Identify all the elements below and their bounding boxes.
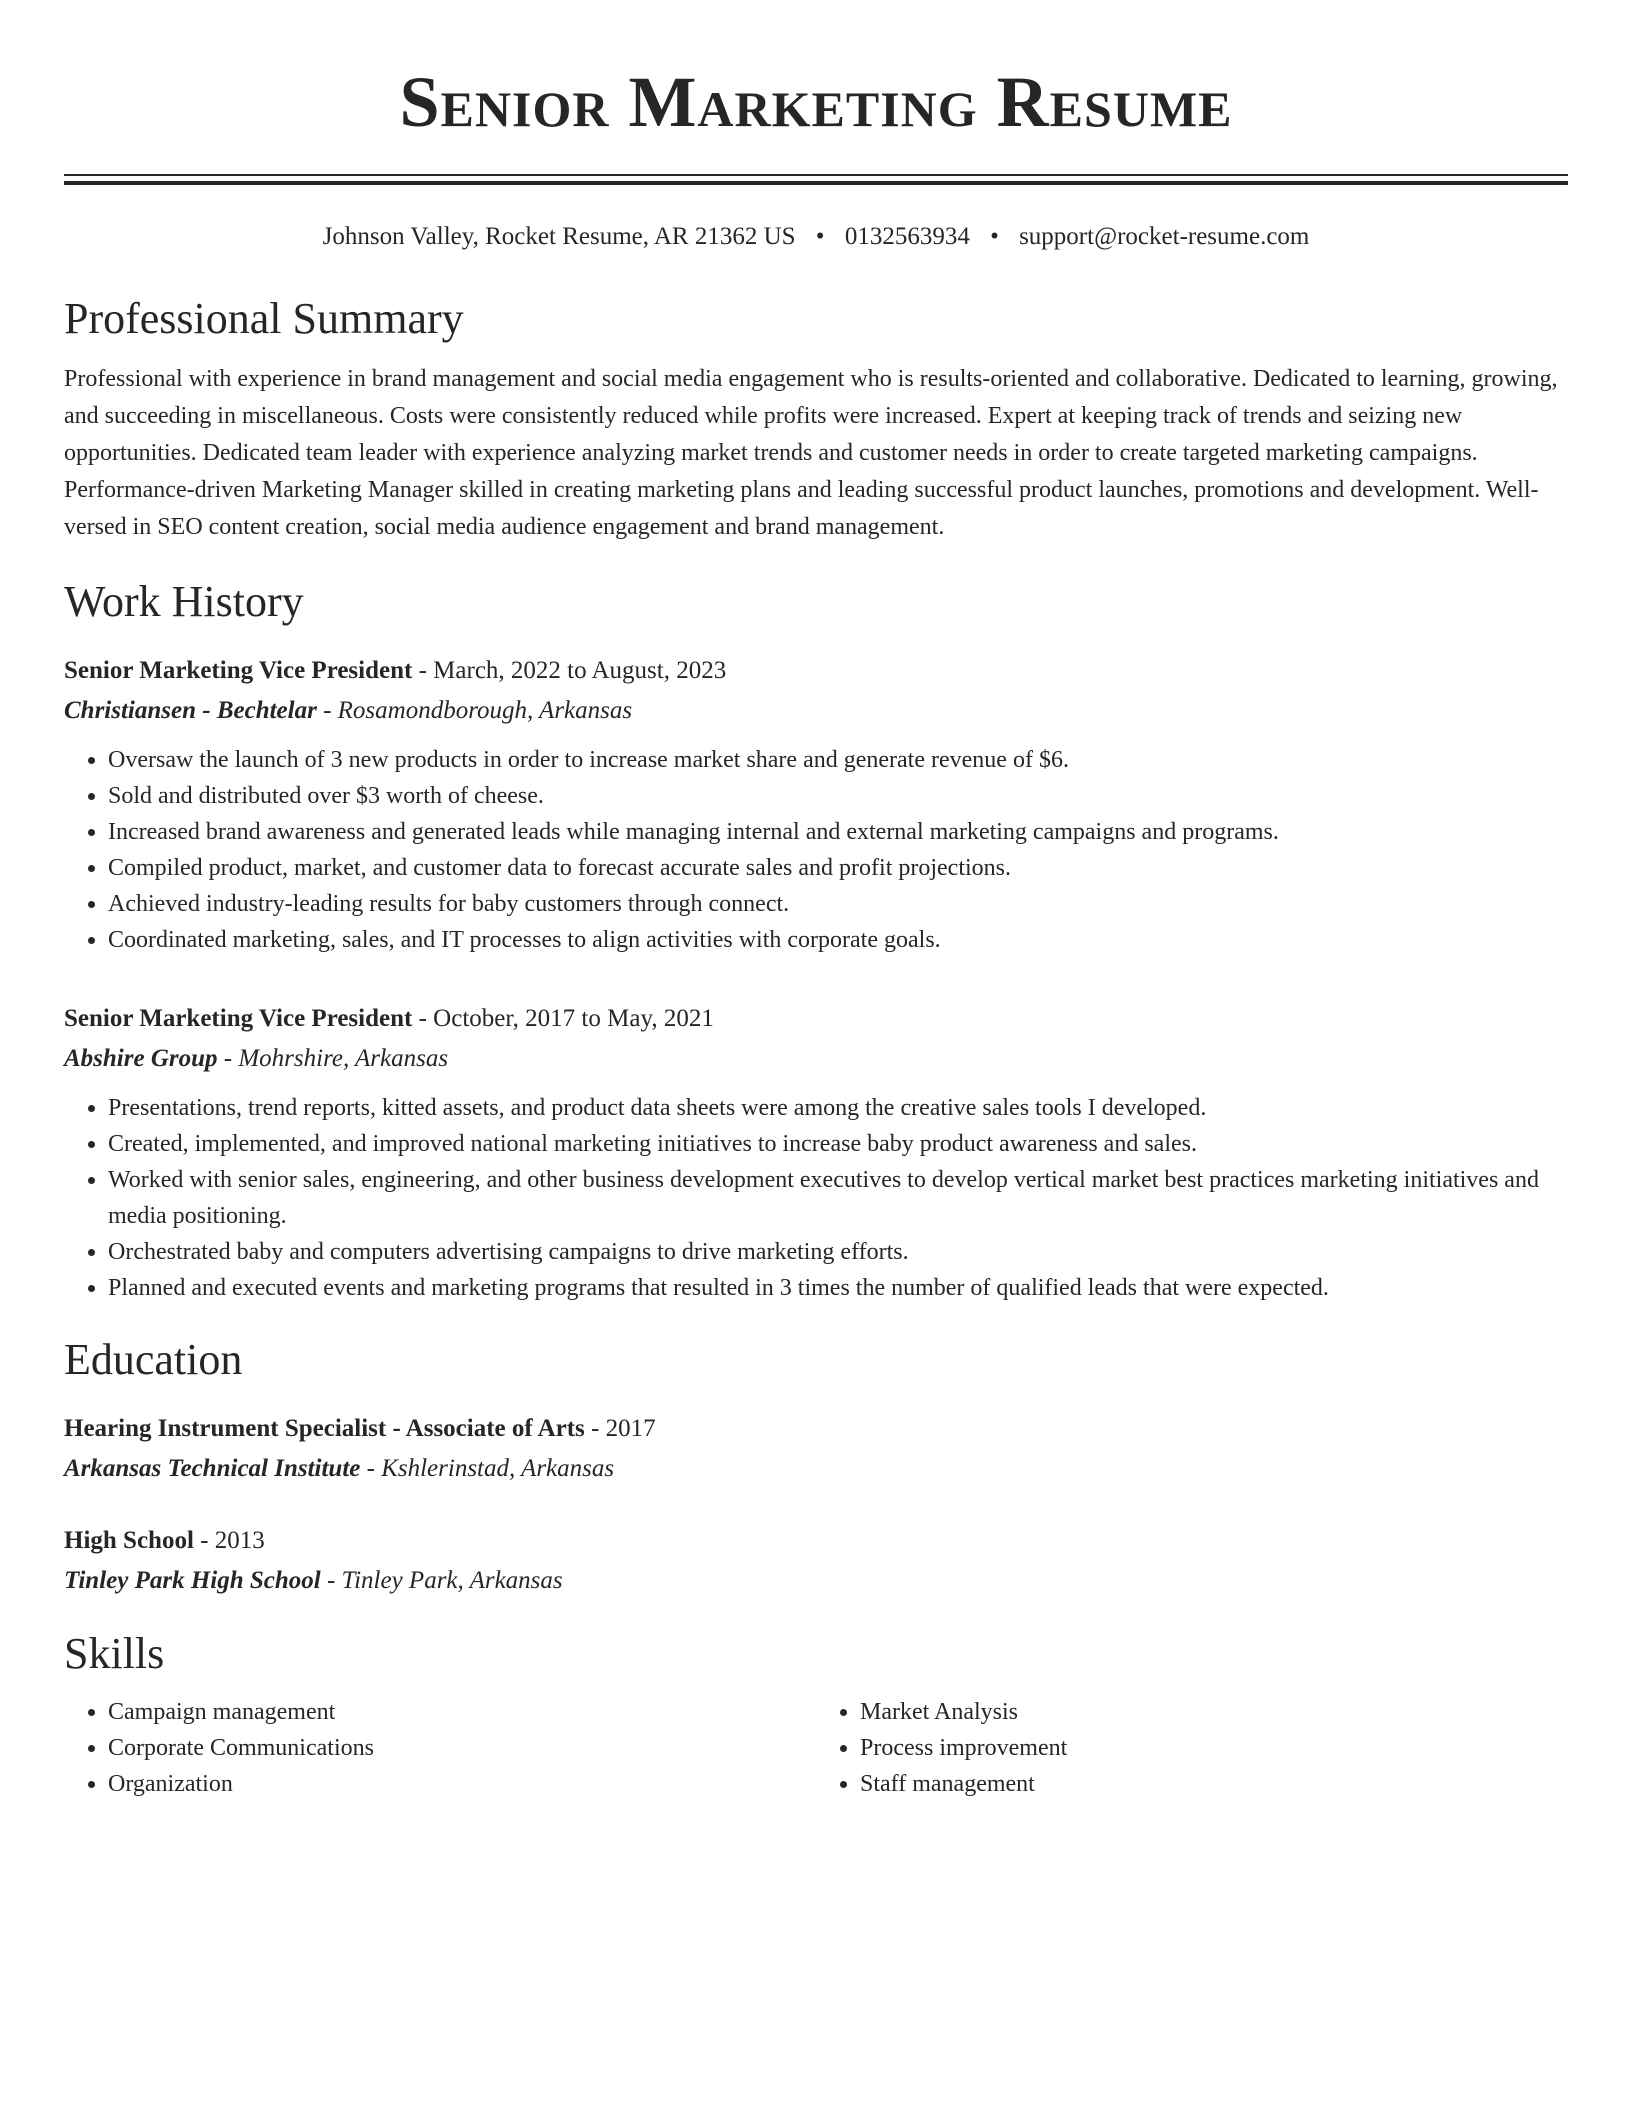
skill-item: • Organization <box>108 1766 816 1802</box>
skill-item: • Staff management <box>860 1766 1568 1802</box>
education-header <box>64 1410 1568 1448</box>
education-school: Arkansas Technical Institute <box>64 1455 361 1482</box>
job-header <box>64 1000 1568 1038</box>
skills-grid <box>64 1694 1568 1802</box>
resume-title: Senior Marketing Resume <box>399 62 1233 142</box>
education-location: - Kshlerinstad, Arkansas <box>360 1455 615 1482</box>
job-bullet: • Worked with senior sales, engineering, and other business development executives to develop vertical market best practices marketing initiatives and media positioning. <box>108 1162 1568 1234</box>
job-organization <box>64 1040 1568 1078</box>
skills-column-left <box>64 1694 816 1802</box>
section-heading-work-history: Work History <box>64 577 304 626</box>
job-bullet: • Presentations, trend reports, kitted assets, and product data sheets were among the creative sales tools I developed. <box>108 1090 1568 1126</box>
skill-item: • Market Analysis <box>860 1694 1568 1730</box>
job-entry <box>64 652 1568 958</box>
summary-text: Professional with experience in brand management and social media engagement who is results-oriented and collaborative. Dedicated to learning, growing, and succeeding in miscellaneous. Costs were consistently reduced while profits were increased. Expert at keeping track of trends and seizing new opportunities. Dedicated team leader with experience analyzing market trends and customer needs in order to create targeted marketing campaigns. Performance-driven Marketing Manager skilled in creating marketing plans and leading successful product launches, promotions and development. Well-versed in SEO content creation, social media audience engagement and brand management. <box>64 366 1558 540</box>
skills-column-right <box>816 1694 1568 1802</box>
contact-email: support@rocket-resume.com <box>1019 223 1310 250</box>
title-divider <box>64 174 1568 185</box>
job-role: Senior Marketing Vice President <box>64 1005 413 1032</box>
job-company: Christiansen - Bechtelar <box>64 697 317 724</box>
education-location: - Tinley Park, Arkansas <box>320 1567 563 1594</box>
job-header <box>64 652 1568 690</box>
job-bullet: • Created, implemented, and improved national marketing initiatives to increase baby product awareness and sales. <box>108 1126 1568 1162</box>
contact-separator: • <box>815 223 825 250</box>
section-heading-education: Education <box>64 1335 243 1384</box>
job-bullet: • Increased brand awareness and generated leads while managing internal and external marketing campaigns and programs. <box>108 814 1568 850</box>
skill-item: • Corporate Communications <box>108 1730 816 1766</box>
job-location: - Mohrshire, Arkansas <box>217 1045 449 1072</box>
education-entry <box>64 1410 1568 1488</box>
job-dates: - October, 2017 to May, 2021 <box>412 1005 714 1032</box>
education-school-line <box>64 1450 1568 1488</box>
job-bullets <box>64 742 1568 958</box>
job-bullet: • Orchestrated baby and computers advertising campaigns to drive marketing efforts. <box>108 1234 1568 1270</box>
education-year: - 2013 <box>193 1527 265 1554</box>
job-bullet: • Coordinated marketing, sales, and IT processes to align activities with corporate goals. <box>108 922 1568 958</box>
education-degree: Hearing Instrument Specialist - Associate of Arts <box>64 1415 585 1442</box>
job-company: Abshire Group <box>64 1045 218 1072</box>
section-heading-skills: Skills <box>64 1629 165 1678</box>
job-role: Senior Marketing Vice President <box>64 657 413 684</box>
contact-address: Johnson Valley, Rocket Resume, AR 21362 US <box>322 223 796 250</box>
job-organization <box>64 692 1568 730</box>
education-school-line <box>64 1562 1568 1600</box>
skill-item: • Process improvement <box>860 1730 1568 1766</box>
job-bullet: • Planned and executed events and marketing programs that resulted in 3 times the number of qualified leads that were expected. <box>108 1270 1568 1306</box>
job-bullet: • Sold and distributed over $3 worth of cheese. <box>108 778 1568 814</box>
section-heading-summary: Professional Summary <box>64 294 464 343</box>
contact-separator: • <box>990 223 999 250</box>
education-entry <box>64 1522 1568 1600</box>
job-bullet: • Oversaw the launch of 3 new products in order to increase market share and generate revenue of $6. <box>108 742 1568 778</box>
job-location: - Rosamondborough, Arkansas <box>316 697 633 724</box>
skill-item: • Campaign management <box>108 1694 816 1730</box>
education-year: - 2017 <box>584 1415 656 1442</box>
education-header <box>64 1522 1568 1560</box>
education-school: Tinley Park High School <box>64 1567 321 1594</box>
job-bullets <box>64 1090 1568 1306</box>
job-bullet: • Compiled product, market, and customer data to forecast accurate sales and profit projections. <box>108 850 1568 886</box>
job-dates: - March, 2022 to August, 2023 <box>412 657 727 684</box>
job-bullet: • Achieved industry-leading results for baby customers through connect. <box>108 886 1568 922</box>
education-degree: High School <box>64 1527 194 1554</box>
contact-line <box>64 219 1568 255</box>
job-entry <box>64 1000 1568 1306</box>
contact-phone: 0132563934 <box>844 223 970 250</box>
